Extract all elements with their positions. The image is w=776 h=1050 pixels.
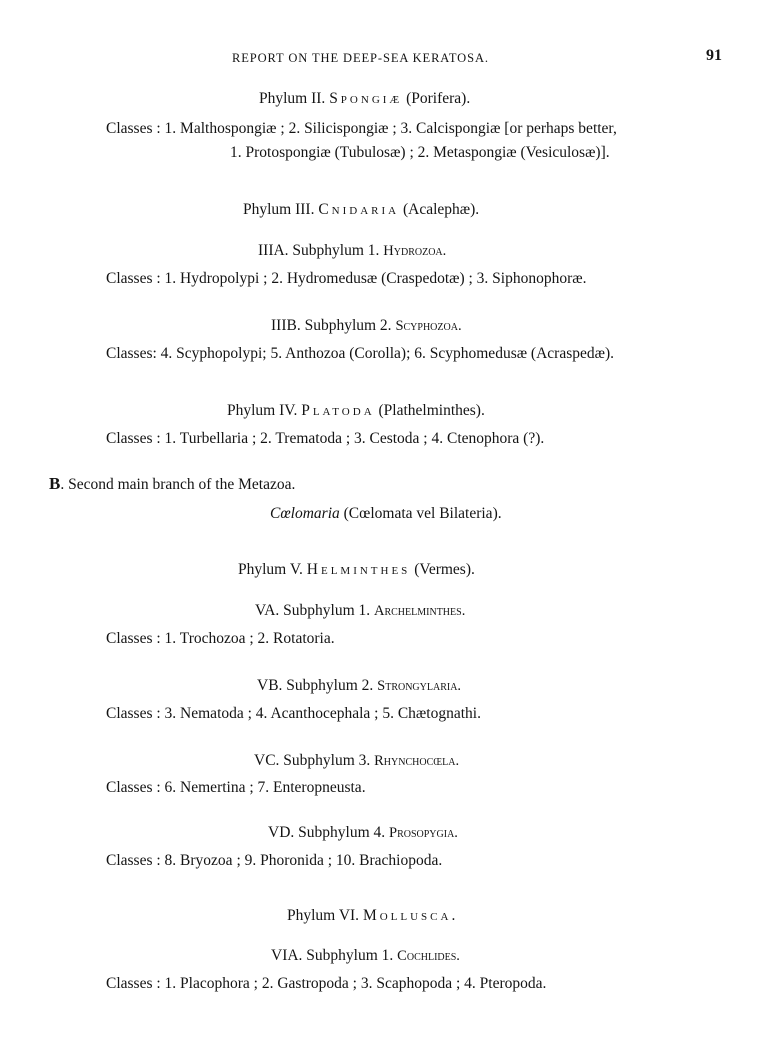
running-title: REPORT ON THE DEEP-SEA KERATOSA. xyxy=(232,51,489,65)
subphylum-vc-title xyxy=(254,751,459,771)
phylum-v-label: Phylum V. xyxy=(238,561,307,578)
phylum-v-title xyxy=(238,560,475,580)
phylum-vi-alt: . xyxy=(451,907,456,924)
subphylum-va-classes: Classes : 1. Trochozoa ; 2. Rotatoria. xyxy=(106,630,335,647)
phylum-vi-label: Phylum VI. xyxy=(287,907,363,924)
phylum-iv-title xyxy=(227,401,485,421)
subphylum-va-name: Archelminthes. xyxy=(374,603,466,619)
phylum-ii-title xyxy=(259,89,470,109)
subphylum-iiia-name: Hydrozoa. xyxy=(383,243,447,259)
page-number: 91 xyxy=(706,47,722,64)
phylum-vi-name: Mollusca xyxy=(362,907,452,924)
phylum-iv-alt: (Plathelminthes). xyxy=(374,402,485,419)
branch-b-heading xyxy=(49,474,295,495)
phylum-iv-name: Platoda xyxy=(301,402,375,419)
coelomaria-name: Cœlomaria xyxy=(270,505,340,522)
coelomaria-line xyxy=(270,504,502,524)
phylum-iii-alt: (Acalephæ). xyxy=(399,201,480,218)
coelomaria-alt: (Cœlomata vel Bilateria). xyxy=(339,505,502,522)
phylum-vi-title xyxy=(287,906,455,926)
subphylum-iiia-classes: Classes : 1. Hydropolypi ; 2. Hydromedusæ (Craspedotæ) ; 3. Siphonophoræ. xyxy=(106,270,587,287)
phylum-iii-name: Cnidaria xyxy=(318,201,400,218)
subphylum-vb-name: Strongylaria. xyxy=(377,678,462,694)
subphylum-iiib-title xyxy=(271,316,462,336)
subphylum-vc-classes: Classes : 6. Nemertina ; 7. Enteropneusta. xyxy=(106,779,366,796)
phylum-iv-classes: Classes : 1. Turbellaria ; 2. Trematoda ; 3. Cestoda ; 4. Ctenophora (?). xyxy=(106,430,545,447)
subphylum-via-classes: Classes : 1. Placophora ; 2. Gastropoda ; 3. Scaphopoda ; 4. Pteropoda. xyxy=(106,975,547,992)
subphylum-iiib-classes: Classes: 4. Scyphopolypi; 5. Anthozoa (Corolla); 6. Scyphomedusæ (Acraspedæ). xyxy=(106,345,614,362)
phylum-ii-name: Spongiæ xyxy=(329,90,403,107)
subphylum-vd-title xyxy=(268,823,458,843)
subphylum-vb-classes: Classes : 3. Nematoda ; 4. Acanthocephala ; 5. Chætognathi. xyxy=(106,705,481,722)
subphylum-iiib-label: IIIB. Subphylum 2. xyxy=(271,317,396,334)
subphylum-vb-label: VB. Subphylum 2. xyxy=(257,677,378,694)
subphylum-via-title xyxy=(271,946,460,966)
branch-b-letter: B xyxy=(49,474,61,493)
phylum-v-name: Helminthes xyxy=(306,561,411,578)
branch-b-text: . Second main branch of the Metazoa. xyxy=(60,476,296,493)
subphylum-vb-title xyxy=(257,676,461,696)
phylum-ii-label: Phylum II. xyxy=(259,90,330,107)
phylum-iii-label: Phylum III. xyxy=(243,201,319,218)
subphylum-iiia-title xyxy=(258,241,446,261)
subphylum-vd-classes: Classes : 8. Bryozoa ; 9. Phoronida ; 10. Brachiopoda. xyxy=(106,852,443,869)
subphylum-vc-name: Rhynchocœla. xyxy=(374,753,460,769)
subphylum-via-name: Cochlides. xyxy=(397,948,460,964)
phylum-ii-alt: (Porifera). xyxy=(402,90,471,107)
phylum-ii-classes-line1: Classes : 1. Malthospongiæ ; 2. Silicispongiæ ; 3. Calcispongiæ [or perhaps better, xyxy=(106,120,617,137)
subphylum-via-label: VIA. Subphylum 1. xyxy=(271,947,398,964)
phylum-ii-classes-line2: 1. Protospongiæ (Tubulosæ) ; 2. Metaspongiæ (Vesiculosæ)]. xyxy=(230,144,610,161)
subphylum-vd-name: Prosopygia. xyxy=(389,825,458,841)
subphylum-vd-label: VD. Subphylum 4. xyxy=(268,824,389,841)
subphylum-iiia-label: IIIA. Subphylum 1. xyxy=(258,242,384,259)
subphylum-vc-label: VC. Subphylum 3. xyxy=(254,752,375,769)
subphylum-va-label: VA. Subphylum 1. xyxy=(255,602,374,619)
subphylum-va-title xyxy=(255,601,465,621)
subphylum-iiib-name: Scyphozoa. xyxy=(395,318,462,334)
phylum-v-alt: (Vermes). xyxy=(410,561,475,578)
phylum-iv-label: Phylum IV. xyxy=(227,402,302,419)
phylum-iii-title xyxy=(243,200,479,220)
